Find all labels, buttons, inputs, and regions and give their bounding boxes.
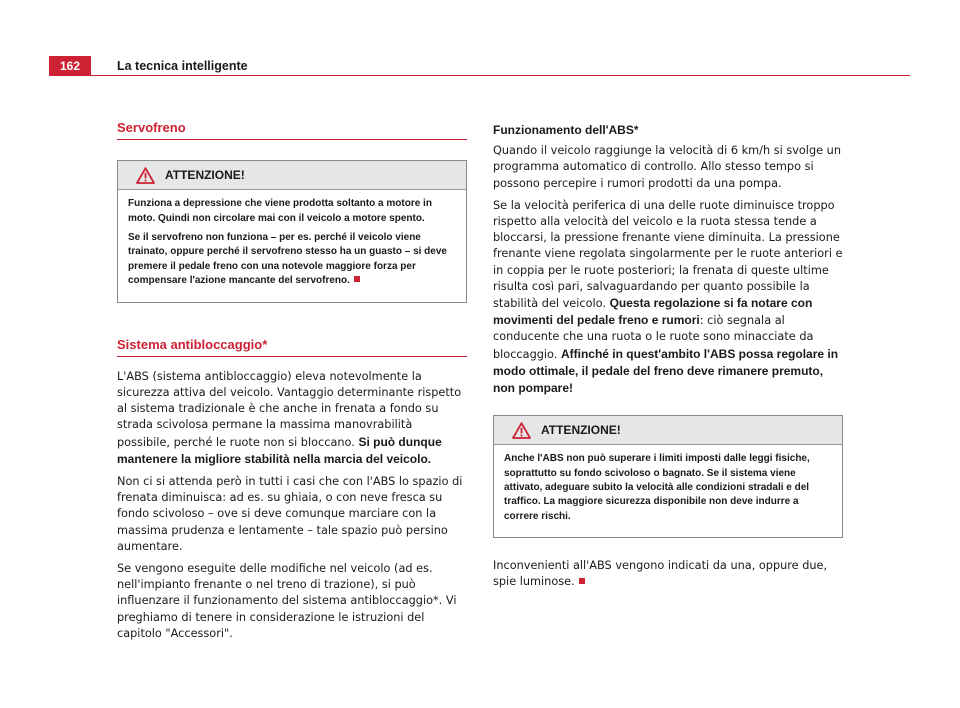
warning-title: ATTENZIONE! [541, 423, 621, 438]
chapter-title: La tecnica intelligente [117, 59, 248, 73]
warning-box-servofreno [117, 160, 467, 302]
warning-box-abs [493, 415, 843, 538]
emphasis-text: Affinché in quest'ambito l'ABS possa regolare in modo ottimale, il pedale del freno deve rimanere premuto, non pompare! [493, 346, 839, 396]
page-number: 162 [49, 56, 91, 76]
warning-header [494, 416, 842, 445]
paragraph: L'ABS (sistema antibloccaggio) eleva notevolmente la sicurezza attiva del veicolo. Vantaggio determinante rispetto al sistema tradizionale è che anche in frenata a fondo su strada scivolosa permane la massima manovrabilità possibile, perché le ruote non si bloccano. Si può dunque mantenere la migliore stabilità nella marcia del veicolo. [117, 369, 462, 466]
paragraph: Inconvenienti all'ABS vengono indicati da una, oppure due, spie luminose. [493, 559, 828, 589]
end-marker-icon [579, 578, 585, 584]
header-divider [49, 75, 910, 76]
left-column [117, 120, 467, 648]
warning-paragraph: Se il servofreno non funziona – per es. perché il veicolo viene trainato, oppure perché il servofreno stesso ha un guasto – si deve premere il pedale freno con una notevole maggiore forza per compensare l'azione mancante del servofreno. [128, 232, 447, 287]
emphasis-text: Questa regolazione si fa notare con movimenti del pedale freno e rumori [493, 296, 813, 328]
warning-body [494, 445, 842, 537]
paragraph: Se la velocità periferica di una delle ruote diminuisce troppo rispetto alla velocità del veicolo e la ruota stessa tende a bloccarsi, la pressione frenante viene diminuita. La pressione frenante viene regolata singolarmente per le ruote anteriori e in coppia per le ruote posteriori; la frenata di queste ultime risulta così pari, salvaguardando per quanto possibile la stabilità del veicolo. Questa regolazione si fa notare con movimenti del pedale freno e rumori: ciò segnala al conducente che una ruota o le ruote sono minacciate da bloccaggio. Affinché in quest'ambito l'ABS possa regolare in modo ottimale, il pedale del freno deve rimanere premuto, non pompare! [493, 198, 843, 396]
warning-paragraph: Anche l'ABS non può superare i limiti imposti dalle leggi fisiche, soprattutto su fondo scivoloso o bagnato. Se il sistema viene attivato, adeguare subito la velocità alle condizioni stradali e del traffico. La maggiore sicurezza disponibile non deve indurre a correre rischi. [504, 453, 810, 522]
warning-header [118, 161, 466, 190]
subsection-title: Funzionamento dell'ABS* [493, 123, 639, 137]
right-column [493, 122, 843, 597]
section-title-servofreno: Servofreno [117, 120, 467, 140]
paragraph: Se vengono eseguite delle modifiche nel veicolo (ad es. nell'impianto frenante o nel treno di trazione), si può influenzare il funzionamento del sistema antibloccaggio*. Vi preghiamo di tenere in considerazione le istruzioni del capitolo "Accessori". [117, 562, 457, 640]
warning-triangle-icon [136, 167, 155, 184]
warning-triangle-icon [512, 422, 531, 439]
end-marker-icon [354, 276, 360, 282]
section-title-abs: Sistema antibloccaggio* [117, 337, 467, 357]
warning-body [118, 190, 466, 301]
paragraph: Non ci si attenda però in tutti i casi che con l'ABS lo spazio di frenata diminuisca: ad es. su ghiaia, o con neve fresca su fondo scivoloso – ove si deve comunque marciare con la massima prudenza e lentamente – tale spazio può persino aumentare. [117, 475, 463, 553]
paragraph: Quando il veicolo raggiunge la velocità di 6 km/h si svolge un programma automatico di controllo. Allo stesso tempo si possono percepire i rumori prodotti da una pompa. [493, 144, 841, 190]
warning-title: ATTENZIONE! [165, 168, 245, 183]
emphasis-text: Si può dunque mantenere la migliore stabilità nella marcia del veicolo. [117, 434, 442, 466]
warning-paragraph: Funziona a depressione che viene prodotta soltanto a motore in moto. Quindi non circolare mai con il veicolo a motore spento. [128, 198, 432, 224]
